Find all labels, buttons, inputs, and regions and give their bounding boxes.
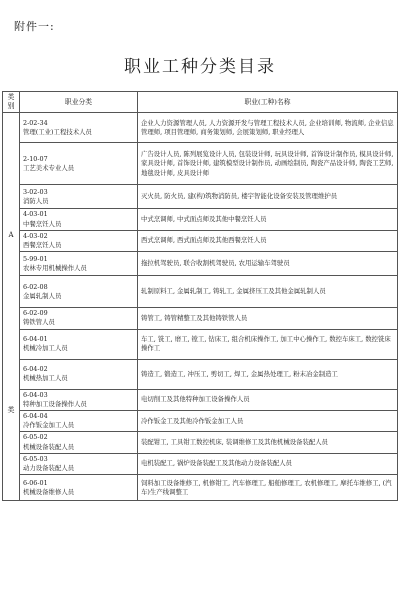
job-titles-cell: 饲料加工设备维修工, 机修钳工, 汽车修理工, 船舶修理工, 农机修理工, 摩托车维修工, (汽车)生产线调整工 [138,475,398,501]
occupation-class-cell [20,453,138,474]
occupation-class-name: 铸铁管人员 [23,318,55,327]
occupation-code: 6-06-01 [23,478,48,487]
occupation-code: 3-02-03 [23,187,48,196]
occupation-class-cell [20,475,138,501]
occupation-code: 6-04-03 [23,390,48,399]
occupation-class-cell [20,230,138,251]
job-titles-cell: 铸造工, 锻造工, 冲压工, 剪切工, 焊工, 金属热处理工, 粉末冶金制造工 [138,359,398,389]
table-row [3,143,398,185]
occupation-class-name: 农林专用机械操作人员 [23,263,87,272]
occupation-code: 4-03-01 [23,210,48,219]
occupation-class-cell [20,432,138,453]
job-titles-cell: 铸管工, 铸管精整工及其他铸铁管人员 [138,308,398,329]
table-row [3,432,398,453]
attachment-label: 附件一: [14,20,55,33]
occupation-code: 6-05-02 [23,433,48,442]
table-row [3,389,398,410]
job-titles-cell: 广告设计人员, 陈列展览设计人员, 包装设计师, 玩具设计师, 首饰设计制作员, 模具设计师, 家具设计师, 首饰设计师, 建筑模型设计制作员, 动画绘制员, 陶瓷产品设计师, 陶瓷工艺师, 地毯设计师, 皮具设计师 [138,143,398,185]
table-row [3,230,398,251]
occupation-class-cell [20,359,138,389]
occupation-class-name: 动力设备装配人员 [23,464,75,473]
occupation-class-cell [20,389,138,410]
table-header-row [3,92,398,113]
job-titles-cell: 电机装配工, 锅炉设备装配工及其他动力设备装配人员 [138,453,398,474]
occupation-class-name: 消防人员 [23,196,49,205]
table-row [3,185,398,209]
job-titles-cell: 冷作钣金工及其他冷作钣金加工人员 [138,411,398,432]
occupation-class-cell [20,276,138,308]
occupation-class-cell [20,209,138,230]
column-header-type: 类别 [3,92,20,113]
occupation-class-name: 金属轧制人员 [23,291,62,300]
table-row [3,329,398,359]
occupation-class-name: 冷作钣金加工人员 [23,421,75,430]
occupation-code: 5-99-01 [23,254,48,263]
occupation-class-name: 工艺美术专业人员 [23,163,75,172]
column-header-class: 职业分类 [20,92,138,113]
occupation-code: 2-02-34 [23,118,48,127]
occupation-class-cell [20,113,138,143]
table-row [3,411,398,432]
occupation-class-name: 西餐烹饪人员 [23,241,62,250]
table-row [3,308,398,329]
table-row [3,276,398,308]
job-titles-cell: 装配钳工, 工具钳工数控机床, 装调维修工及其他机械设备装配人员 [138,432,398,453]
occupation-code: 6-02-09 [23,309,48,318]
category-type-suffix: 类 [7,406,15,415]
table-row [3,209,398,230]
occupation-code: 6-05-03 [23,454,48,463]
occupation-code: 6-02-08 [23,282,48,291]
occupation-class-name: 机械热加工人员 [23,374,68,383]
occupation-class-cell [20,329,138,359]
table-row [3,359,398,389]
occupation-code: 4-03-02 [23,231,48,240]
job-titles-cell: 拖拉机驾驶员, 联合收割机驾驶员, 农用运输车驾驶员 [138,252,398,276]
occupation-class-cell [20,143,138,185]
occupation-class-name: 机械设备维修人员 [23,487,75,496]
column-header-name: 职业(工种)名称 [138,92,398,113]
job-titles-cell: 车工, 铣工, 磨工, 镗工, 钻床工, 组合机床操作工, 加工中心操作工, 数控车床工, 数控铣床操作工 [138,329,398,359]
occupation-class-cell [20,411,138,432]
occupation-class-cell [20,185,138,209]
page-title: 职业工种分类目录 [124,57,276,77]
job-titles-cell: 企业人力资源管理人员, 人力资源开发与管理工程技术人员, 企业培训师, 物流师, 企业信息管理师, 项目管理师, 商务策划师, 会展策划师, 职业经理人 [138,113,398,143]
category-type-cell [3,113,20,501]
table-row [3,453,398,474]
occupation-code: 6-04-02 [23,364,48,373]
occupation-class-cell [20,308,138,329]
job-titles-cell: 电切削工及其他特种加工设备操作人员 [138,389,398,410]
job-titles-cell: 灭火员, 防火员, 建(构)筑物消防员, 楼宇智能化设备安装及管理维护员 [138,185,398,209]
occupation-class-name: 特种加工设备操作人员 [23,399,87,408]
occupation-class-name: 机械冷加工人员 [23,344,68,353]
occupation-code: 6-04-04 [23,412,48,421]
occupation-code: 2-10-07 [23,154,48,163]
category-table [2,91,398,501]
occupation-class-name: 机械设备装配人员 [23,442,75,451]
table-row [3,475,398,501]
job-titles-cell: 轧制原料工, 金属轧制工, 铸轧工, 金属挤压工及其他金属轧制人员 [138,276,398,308]
table-row [3,113,398,143]
job-titles-cell: 中式烹调师, 中式面点师及其他中餐烹饪人员 [138,209,398,230]
occupation-code: 6-04-01 [23,334,48,343]
occupation-class-name: 中餐烹饪人员 [23,219,62,228]
table-row [3,252,398,276]
occupation-class-cell [20,252,138,276]
category-type-letter: A [8,231,14,240]
occupation-class-name: 管理(工业)工程技术人员 [23,127,92,136]
job-titles-cell: 西式烹调师, 西式面点师及其他西餐烹饪人员 [138,230,398,251]
